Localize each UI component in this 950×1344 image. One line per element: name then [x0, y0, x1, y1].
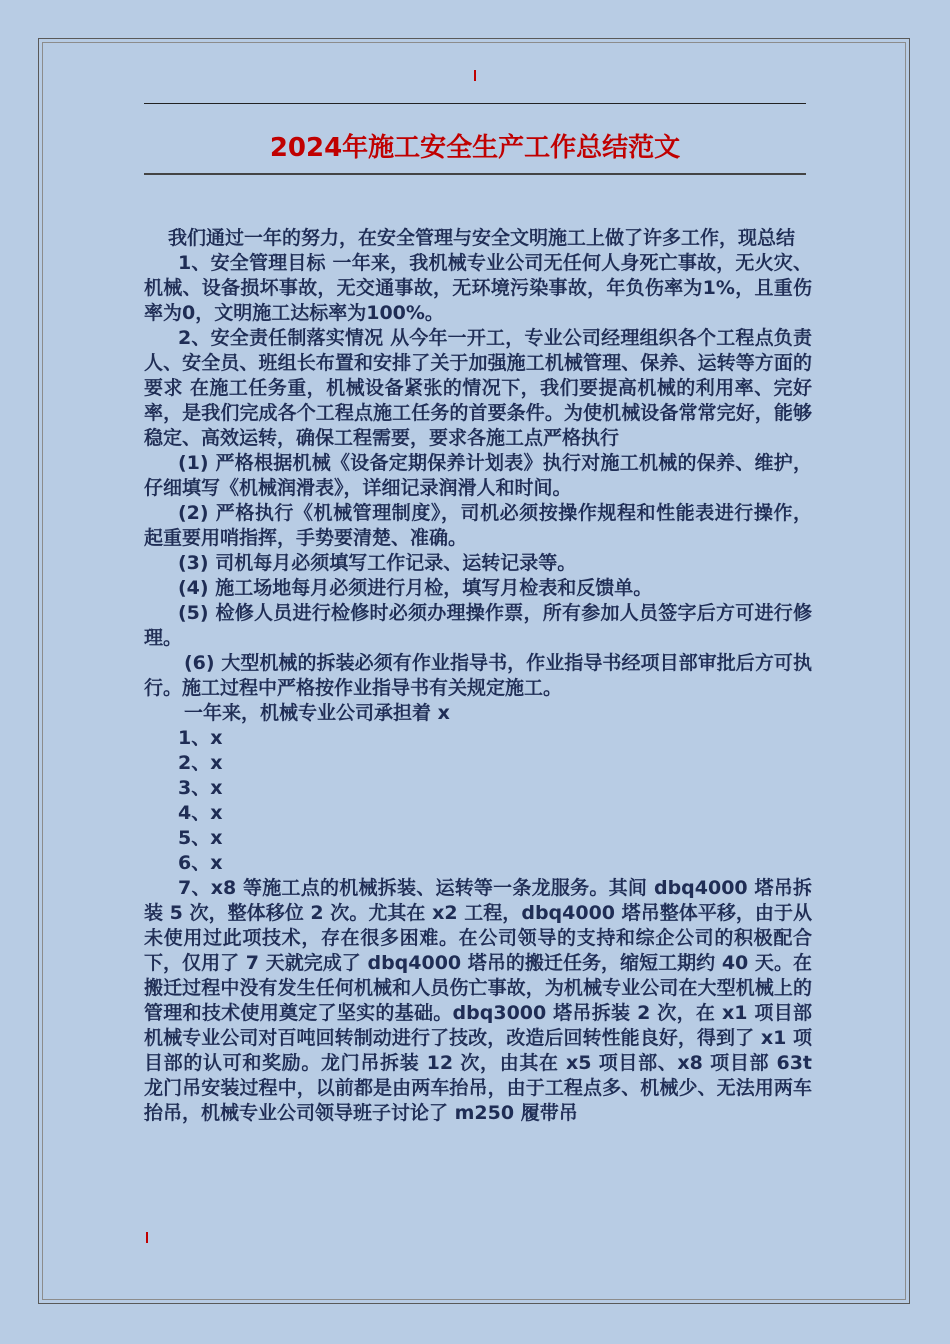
paragraph-section-2: 2、安全责任制落实情况 从今年一开工，专业公司经理组织各个工程点负责人、安全员、班组长布置和安排了关于加强施工机械管理、保养、运转等方面的要求 在施工任务重，机械设备紧张的情况下，我们要提高机械的利用率、完好率，是我们完成各个工程点施工任务的首要条件。为使机械设备常常完好，能够稳定、高效运转，确保工程需要，要求各施工点严格执行: [144, 327, 812, 449]
paragraph-intro: 我们通过一年的努力，在安全管理与安全文明施工上做了许多工作，现总结: [168, 227, 796, 249]
list-item: (2) 严格执行《机械管理制度》，司机必须按操作规程和性能表进行操作，起重要用哨指挥，手势要清楚、准确。: [144, 502, 812, 549]
document-body: [144, 226, 812, 1126]
list-item: 6、x: [178, 852, 223, 874]
list-item: 5、x: [178, 827, 223, 849]
header-rule: [144, 103, 806, 104]
paragraph-projects: 一年来，机械专业公司承担着 x: [184, 702, 450, 724]
paragraph-section-7: 7、x8 等施工点的机械拆装、运转等一条龙服务。其间 dbq4000 塔吊拆装 5 次，整体移位 2 次。尤其在 x2 工程，dbq4000 塔吊整体平移，由于从未使用过此项技术，存在很多困难。在公司领导的支持和综企公司的积极配合下，仅用了 7 天就完成了 dbq4000 塔吊的搬迁任务，缩短工期约 40 天。在搬迁过程中没有发生任何机械和人员伤亡事故，为机械专业公司在大型机械上的管理和技术使用奠定了坚实的基础。dbq3000 塔吊拆装 2 次，在 x1 项目部机械专业公司对百吨回转制动进行了技改，改造后回转性能良好，得到了 x1 项目部的认可和奖励。龙门吊拆装 12 次，由其在 x5 项目部、x8 项目部 63t 龙门吊安装过程中，以前都是由两车抬吊，由于工程点多、机械少、无法用两车抬吊，机械专业公司领导班子讨论了 m250 履带吊: [144, 877, 812, 1124]
top-margin-mark: [474, 70, 476, 81]
list-item: 2、x: [178, 752, 223, 774]
list-item: (5) 检修人员进行检修时必须办理操作票，所有参加人员签字后方可进行修理。: [144, 602, 812, 649]
list-item: 3、x: [178, 777, 223, 799]
paragraph-section-1: 1、安全管理目标 一年来，我机械专业公司无任何人身死亡事故，无火灾、机械、设备损坏事故，无交通事故，无环境污染事故，年负伤率为1%，且重伤率为0，文明施工达标率为100%。: [144, 252, 812, 324]
list-item: (3) 司机每月必须填写工作记录、运转记录等。: [178, 552, 577, 574]
list-item: 1、x: [178, 727, 223, 749]
bottom-margin-mark: [146, 1232, 148, 1243]
document-title: 2024年施工安全生产工作总结范文: [269, 133, 681, 163]
list-item: (4) 施工场地每月必须进行月检，填写月检表和反馈单。: [178, 577, 653, 599]
list-item: (6) 大型机械的拆装必须有作业指导书，作业指导书经项目部审批后方可执行。施工过程中严格按作业指导书有关规定施工。: [144, 652, 812, 699]
list-item: 4、x: [178, 802, 223, 824]
title-underline: [144, 173, 806, 175]
list-item: (1) 严格根据机械《设备定期保养计划表》执行对施工机械的保养、维护，仔细填写《机械润滑表》，详细记录润滑人和时间。: [144, 452, 812, 499]
